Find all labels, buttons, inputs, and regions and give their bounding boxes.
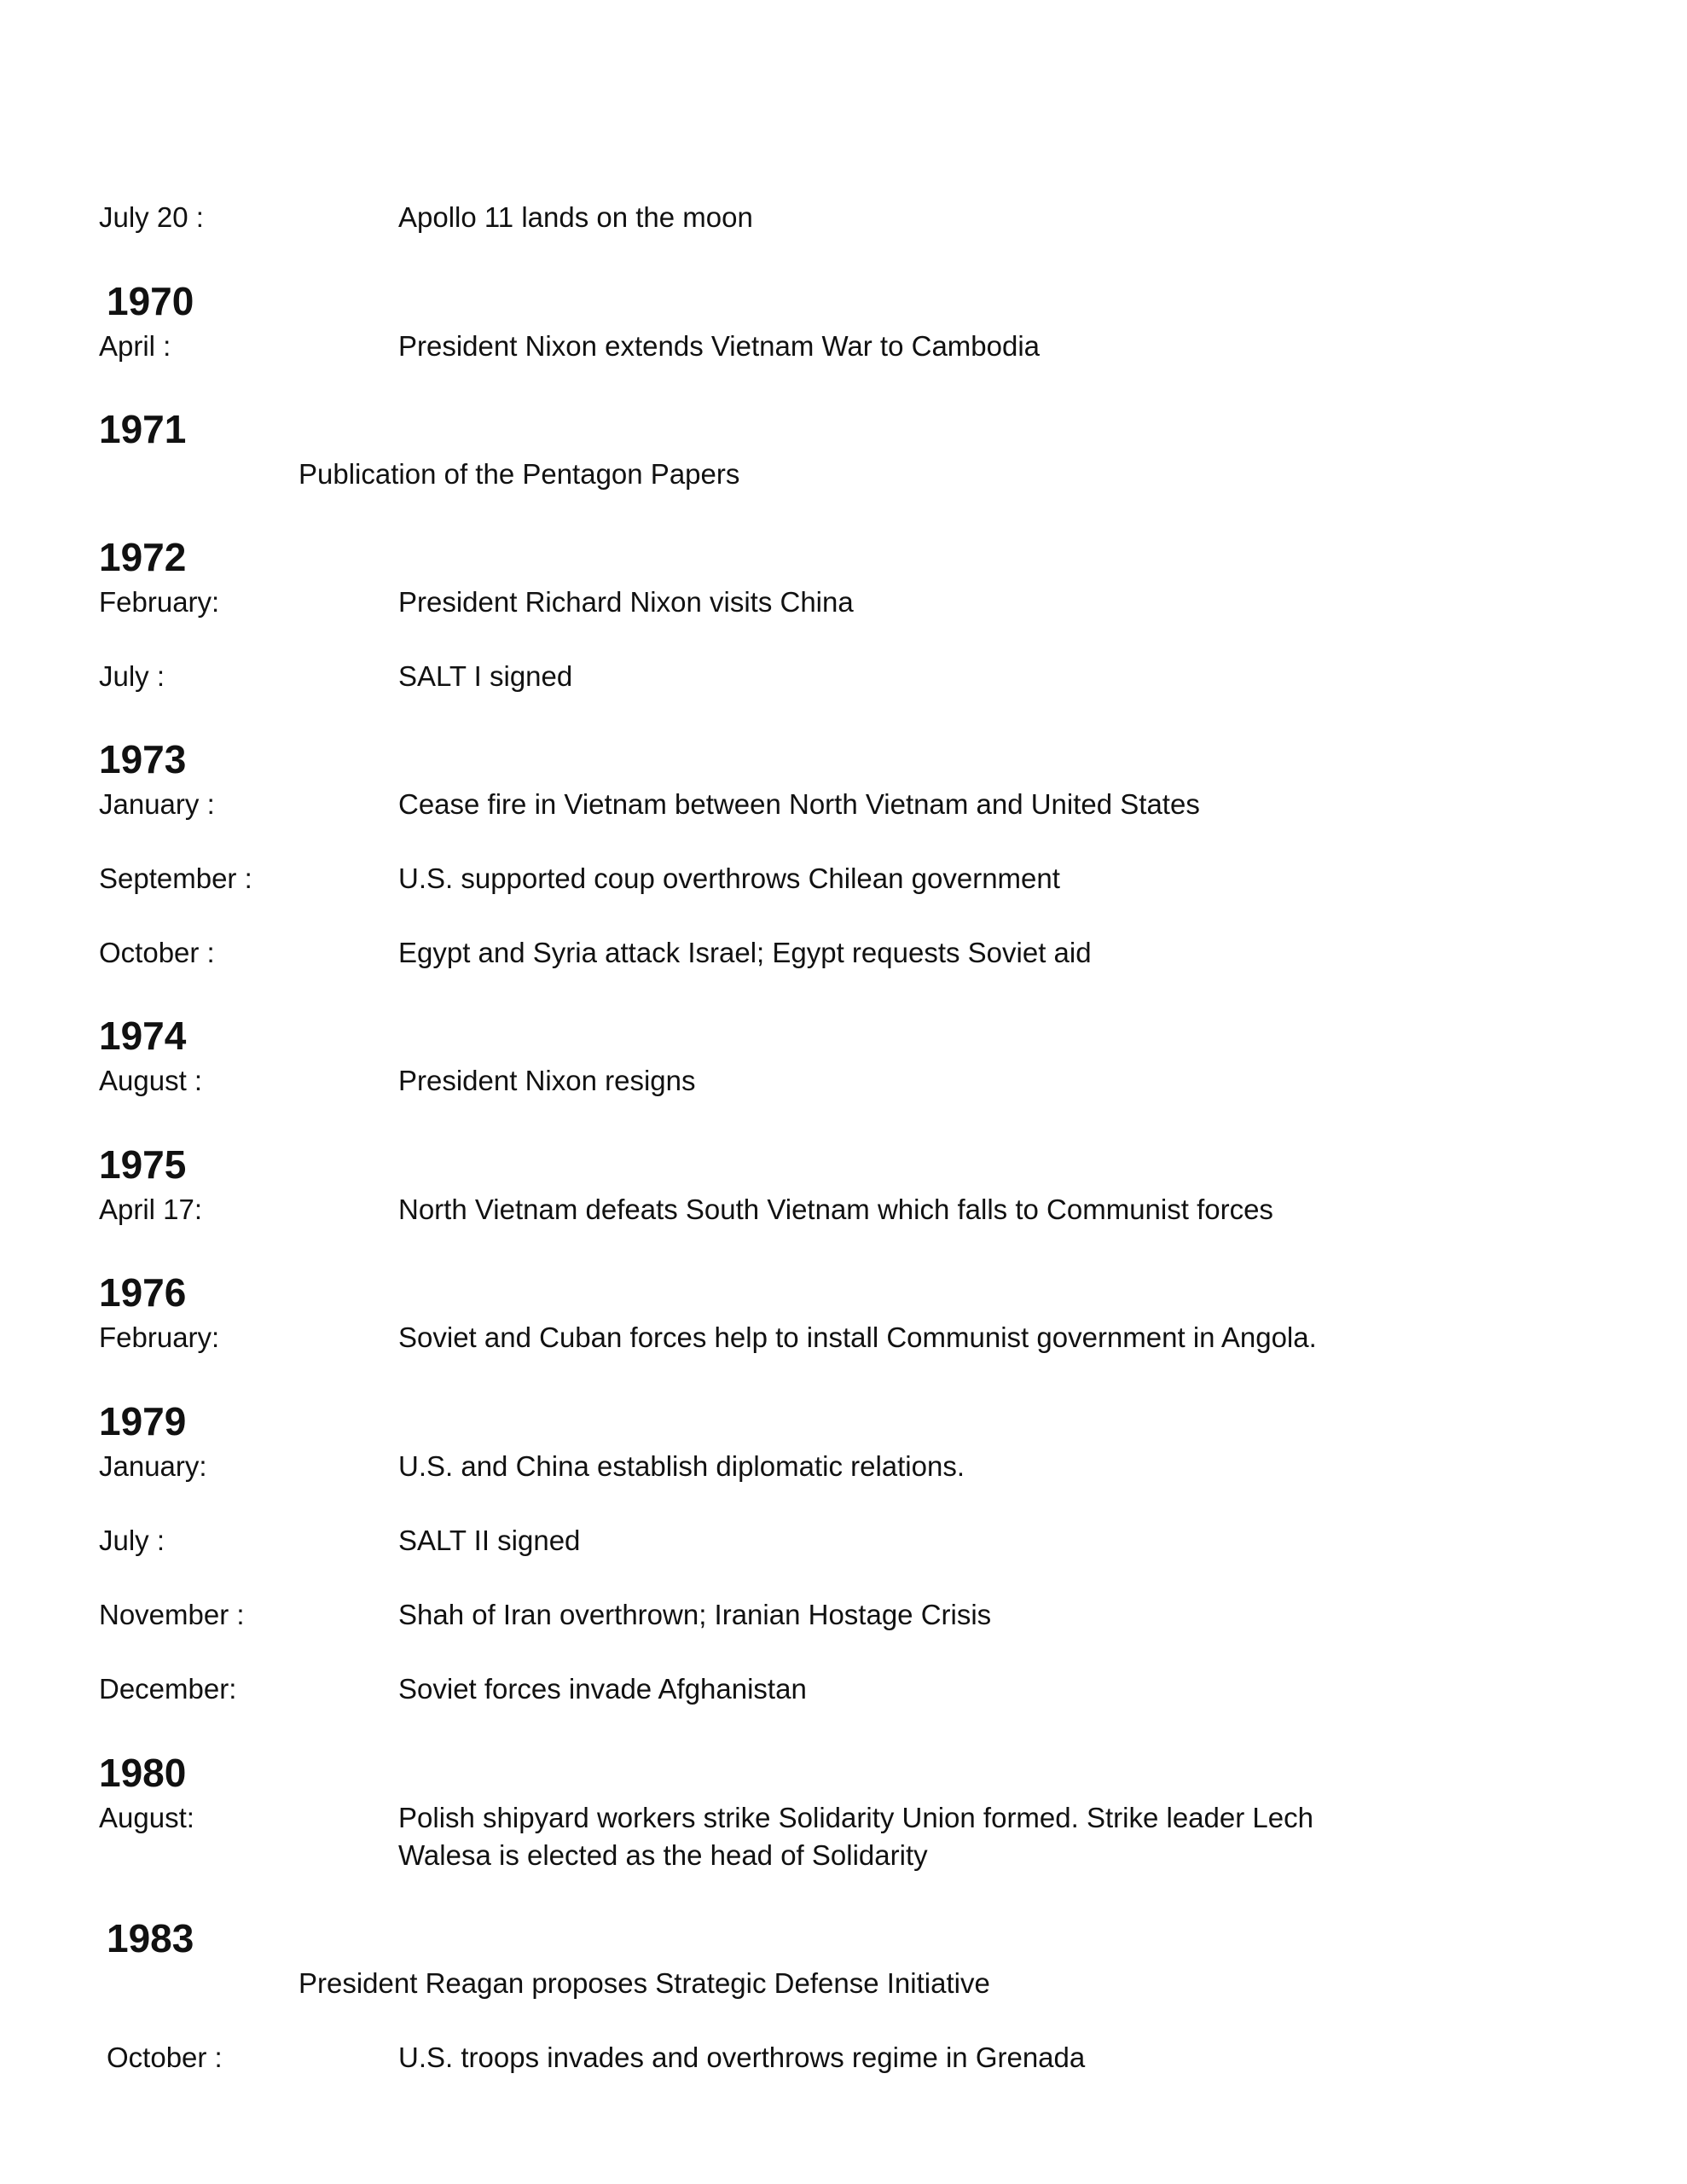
event-date: July : <box>99 660 165 692</box>
event-date: February: <box>99 586 220 618</box>
event-text: Soviet forces invade Afghanistan <box>398 1673 807 1705</box>
year-heading: 1979 <box>99 1399 187 1443</box>
year-heading: 1970 <box>107 279 194 323</box>
event-text: U.S. troops invades and overthrows regime in Grenada <box>398 2042 1086 2073</box>
event-date: August: <box>99 1802 194 1833</box>
event-text: SALT I signed <box>398 660 573 692</box>
event-text: President Nixon resigns <box>398 1065 696 1096</box>
event-text: North Vietnam defeats South Vietnam which falls to Communist forces <box>398 1194 1273 1225</box>
event-date: April 17: <box>99 1194 203 1225</box>
year-heading: 1983 <box>107 1916 194 1960</box>
event-date: April : <box>99 330 171 362</box>
event-date: December: <box>99 1673 237 1705</box>
event-date: October : <box>99 937 215 968</box>
event-date: September : <box>99 863 252 894</box>
event-date: October : <box>107 2042 223 2073</box>
year-heading: 1971 <box>99 407 187 451</box>
event-text: U.S. and China establish diplomatic relations. <box>398 1450 965 1482</box>
year-heading: 1972 <box>99 535 187 579</box>
event-date: November : <box>99 1599 245 1630</box>
event-text: Polish shipyard workers strike Solidarity Union formed. Strike leader Lech Walesa is elected as the head of Solidarity <box>398 1802 1313 1871</box>
event-text: Apollo 11 lands on the moon <box>398 201 753 233</box>
event-text: President Nixon extends Vietnam War to Cambodia <box>398 330 1041 362</box>
event-text: SALT II signed <box>398 1525 581 1556</box>
event-date: February: <box>99 1321 220 1353</box>
event-date: January: <box>99 1450 207 1482</box>
year-heading: 1975 <box>99 1142 187 1187</box>
event-text: President Richard Nixon visits China <box>398 586 854 618</box>
event-text: Shah of Iran overthrown; Iranian Hostage Crisis <box>398 1599 992 1630</box>
event-text: Cease fire in Vietnam between North Vietnam and United States <box>398 788 1200 820</box>
event-date: August : <box>99 1065 203 1096</box>
year-heading: 1976 <box>99 1270 187 1315</box>
year-heading: 1973 <box>99 737 187 781</box>
event-text: Soviet and Cuban forces help to install Communist government in Angola. <box>398 1321 1317 1353</box>
year-heading: 1974 <box>99 1014 187 1058</box>
event-text: Publication of the Pentagon Papers <box>299 458 740 490</box>
event-text: Egypt and Syria attack Israel; Egypt requests Soviet aid <box>398 937 1092 968</box>
event-text: President Reagan proposes Strategic Defense Initiative <box>299 1967 990 1999</box>
event-date: July : <box>99 1525 165 1556</box>
event-text: U.S. supported coup overthrows Chilean government <box>398 863 1060 894</box>
event-date: January : <box>99 788 215 820</box>
year-heading: 1980 <box>99 1751 187 1795</box>
event-date: July 20 : <box>99 201 204 233</box>
